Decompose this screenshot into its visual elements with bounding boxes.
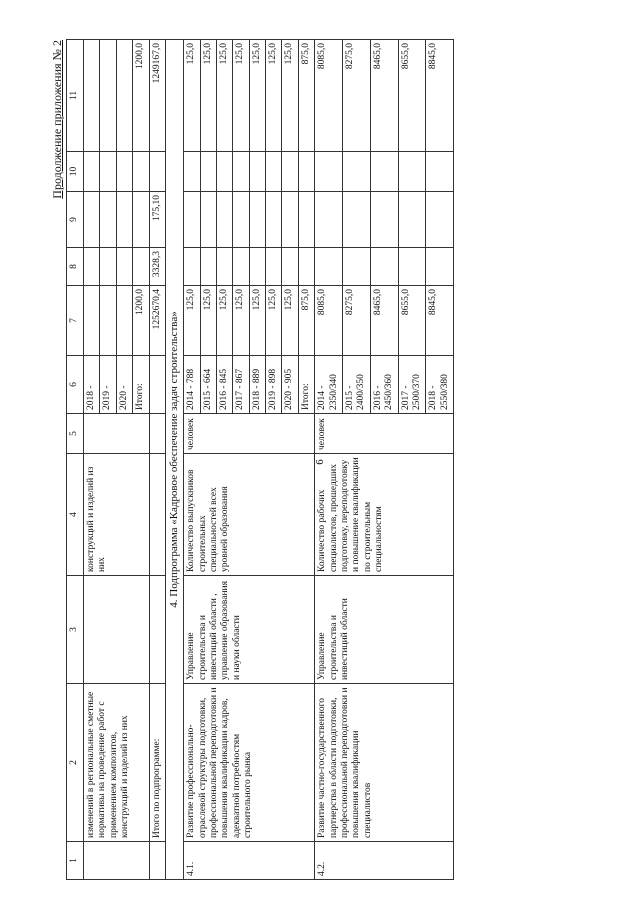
cell-amount: 8655,0 — [398, 40, 426, 152]
cell-amount: 125,0 — [216, 286, 232, 356]
cell-year: 2016 - 845 — [216, 356, 232, 414]
cell-num: 4.2. — [315, 842, 454, 880]
cell-indicator: Количество рабочих специалистов, прошедших подготовку, переподготовку и повышение квалификации по строительным специальностям — [315, 454, 454, 576]
cell-amount: 1200,0 — [133, 286, 149, 356]
continuation-title: Продолжение приложения № 2 — [50, 40, 64, 199]
col-header: 1 — [67, 842, 84, 880]
cell-amount: 8085,0 — [315, 40, 343, 152]
table-row — [84, 40, 100, 880]
cell-amount: 175,10 — [149, 192, 165, 248]
cell-amount: 1200,0 — [133, 40, 149, 152]
cell-amount: 8465,0 — [370, 286, 398, 356]
cell-amount: 1249167,0 — [149, 40, 165, 152]
cell-amount: 125,0 — [184, 286, 200, 356]
cell-year: 2017 - 867 — [233, 356, 249, 414]
cell-amount: 125,0 — [200, 40, 216, 152]
cell-amount: 1252670,4 — [149, 286, 165, 356]
cell-measure: изменений в региональные сметные нормативы на проведение работ с применением композитов, конструкций и изделий из них — [84, 684, 150, 842]
col-header: 4 — [67, 454, 84, 576]
cell-amount: 125,0 — [216, 40, 232, 152]
cell-indicator: Количество выпускников строительных специальностей всех уровней образования — [184, 454, 315, 576]
cell-amount: 8275,0 — [343, 40, 371, 152]
col-header: 10 — [67, 152, 84, 192]
table-row — [184, 40, 200, 880]
cell-year: 2019 - — [100, 356, 116, 414]
subtotal-label: Итого по подпрограмме: — [149, 684, 165, 842]
cell-executor: Управление строительства и инвестиций области — [315, 576, 454, 684]
cell-amount: 8465,0 — [370, 40, 398, 152]
cell-year: 2018 - 889 — [249, 356, 265, 414]
cell-year: 2015 - 2400/350 — [343, 356, 371, 414]
cell-amount: 125,0 — [249, 286, 265, 356]
col-header: 6 — [67, 356, 84, 414]
cell-num: 4.1. — [184, 842, 315, 880]
cell-unit: человек — [184, 414, 315, 454]
cell-year: 2020 - — [116, 356, 132, 414]
cell-measure: Развитие частно-государственного партнерства в области подготовки, профессиональной переподготовки и повышения квалификации специалистов — [315, 684, 454, 842]
col-header: 7 — [67, 286, 84, 356]
cell-amount: 125,0 — [266, 40, 282, 152]
header-row — [67, 40, 84, 880]
cell-year: 2015 - 664 — [200, 356, 216, 414]
cell-executor: Управление строительства и инвестиций области , управление образования и науки области — [184, 576, 315, 684]
cell-indicator: конструкций и изделий из них — [84, 454, 150, 576]
appendix-table — [66, 39, 454, 880]
section-row — [165, 40, 183, 880]
col-header: 2 — [67, 684, 84, 842]
cell-amount: 125,0 — [249, 40, 265, 152]
col-header: 3 — [67, 576, 84, 684]
cell-amount: 125,0 — [233, 286, 249, 356]
cell-year: Итого: — [298, 356, 314, 414]
cell-year: Итого: — [133, 356, 149, 414]
col-header: 9 — [67, 192, 84, 248]
cell-unit: человек — [315, 414, 454, 454]
cell-amount: 8845,0 — [426, 286, 454, 356]
cell-executor — [84, 576, 150, 684]
cell-amount: 3328,3 — [149, 248, 165, 286]
cell-year: 2017 - 2500/370 — [398, 356, 426, 414]
cell-num — [84, 842, 150, 880]
cell-amount: 8845,0 — [426, 40, 454, 152]
cell-year: 2014 - 788 — [184, 356, 200, 414]
section-heading: 4. Подпрограмма «Кадровое обеспечение задач строительства» — [165, 40, 183, 880]
cell-amount: 125,0 — [200, 286, 216, 356]
cell-amount: 875,0 — [298, 40, 314, 152]
cell-year: 2019 - 898 — [266, 356, 282, 414]
cell-year: 2014 - 2350/340 — [315, 356, 343, 414]
subtotal-row — [149, 40, 165, 880]
cell-amount: 8655,0 — [398, 286, 426, 356]
cell-year: 2018 - 2550/380 — [426, 356, 454, 414]
cell-amount: 8085,0 — [315, 286, 343, 356]
cell-unit — [84, 414, 150, 454]
page-number-text: 6 — [314, 459, 326, 465]
cell-amount: 125,0 — [266, 286, 282, 356]
cell-year: 2020 - 905 — [282, 356, 298, 414]
cell-amount: 125,0 — [282, 40, 298, 152]
cell-amount: 875,0 — [298, 286, 314, 356]
table-row — [315, 40, 343, 880]
cell-amount: 125,0 — [282, 286, 298, 356]
col-header: 11 — [67, 40, 84, 152]
col-header: 8 — [67, 248, 84, 286]
cell-measure: Развитие профессионально-отраслевой структуры подготовки, профессиональной переподготовки и повышения квалификации кадров, адекватной потребностям строительного рынка — [184, 684, 315, 842]
cell-amount: 125,0 — [184, 40, 200, 152]
rotated-sheet — [50, 40, 630, 880]
cell-amount: 8275,0 — [343, 286, 371, 356]
cell-amount: 125,0 — [233, 40, 249, 152]
cell-year: 2018 - — [84, 356, 100, 414]
cell-year: 2016 - 2450/360 — [370, 356, 398, 414]
col-header: 5 — [67, 414, 84, 454]
